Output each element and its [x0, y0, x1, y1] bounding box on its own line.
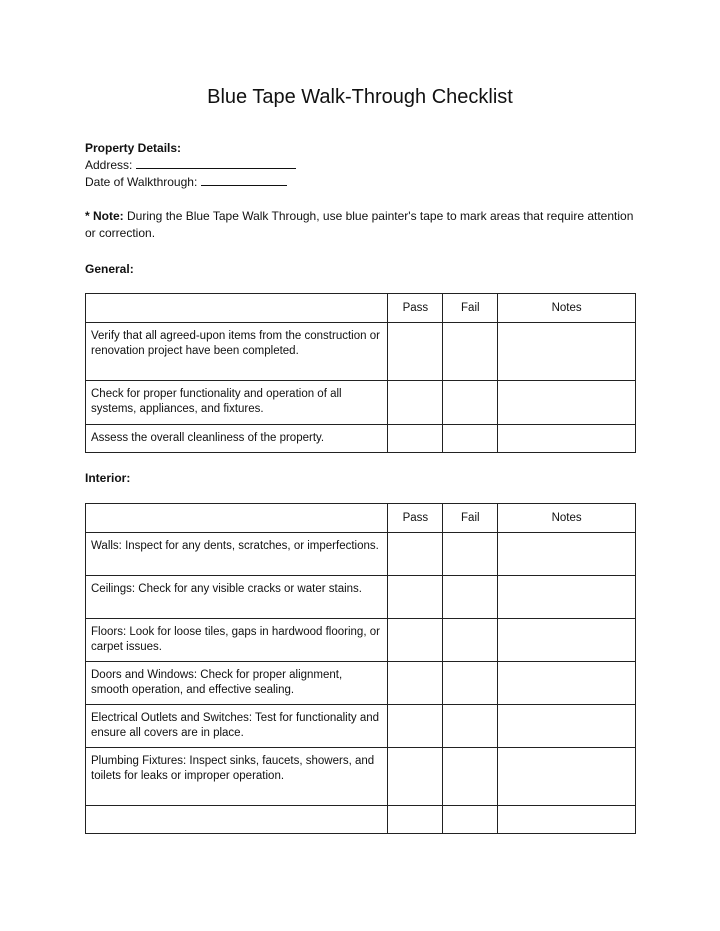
property-details-heading: Property Details: [85, 141, 182, 155]
address-field[interactable] [136, 158, 296, 169]
column-header-notes: Notes [498, 504, 636, 533]
interior-heading: Interior: [85, 471, 131, 485]
fail-cell[interactable] [443, 662, 498, 705]
fail-cell[interactable] [443, 705, 498, 748]
pass-cell[interactable] [388, 705, 443, 748]
address-label: Address: [85, 158, 133, 172]
note-paragraph [85, 208, 645, 242]
column-header-item [86, 504, 388, 533]
address-line [85, 157, 296, 174]
fail-cell[interactable] [443, 748, 498, 806]
notes-cell[interactable] [498, 662, 636, 705]
column-header-pass: Pass [388, 504, 443, 533]
item-cell: Floors: Look for loose tiles, gaps in hardwood flooring, or carpet issues. [86, 619, 388, 662]
pass-cell[interactable] [388, 748, 443, 806]
fail-cell[interactable] [443, 425, 498, 453]
notes-cell[interactable] [498, 619, 636, 662]
notes-cell[interactable] [498, 533, 636, 576]
notes-cell[interactable] [498, 576, 636, 619]
fail-cell[interactable] [443, 381, 498, 425]
table-row [86, 425, 636, 453]
table-header-row [86, 294, 636, 323]
general-checklist-table [85, 293, 636, 453]
column-header-fail: Fail [443, 504, 498, 533]
fail-cell[interactable] [443, 576, 498, 619]
table-row [86, 381, 636, 425]
interior-checklist-table [85, 503, 636, 834]
fail-cell[interactable] [443, 323, 498, 381]
notes-cell[interactable] [498, 425, 636, 453]
item-cell: Plumbing Fixtures: Inspect sinks, faucets, showers, and toilets for leaks or improper operation. [86, 748, 388, 806]
pass-cell[interactable] [388, 619, 443, 662]
table-header-row [86, 504, 636, 533]
pass-cell[interactable] [388, 533, 443, 576]
column-header-pass: Pass [388, 294, 443, 323]
table-row [86, 705, 636, 748]
date-line [85, 174, 296, 191]
table-row [86, 806, 636, 834]
pass-cell[interactable] [388, 806, 443, 834]
pass-cell[interactable] [388, 425, 443, 453]
notes-cell[interactable] [498, 323, 636, 381]
note-prefix: * Note: [85, 209, 124, 223]
item-cell: Electrical Outlets and Switches: Test for functionality and ensure all covers are in place. [86, 705, 388, 748]
fail-cell[interactable] [443, 806, 498, 834]
pass-cell[interactable] [388, 381, 443, 425]
fail-cell[interactable] [443, 533, 498, 576]
item-cell: Check for proper functionality and operation of all systems, appliances, and fixtures. [86, 381, 388, 425]
notes-cell[interactable] [498, 705, 636, 748]
notes-cell[interactable] [498, 748, 636, 806]
notes-cell[interactable] [498, 381, 636, 425]
table-row [86, 576, 636, 619]
pass-cell[interactable] [388, 662, 443, 705]
date-label: Date of Walkthrough: [85, 175, 198, 189]
table-row [86, 748, 636, 806]
column-header-notes: Notes [498, 294, 636, 323]
notes-cell[interactable] [498, 806, 636, 834]
date-field[interactable] [201, 175, 287, 186]
property-details [85, 140, 296, 191]
table-row [86, 323, 636, 381]
note-text: During the Blue Tape Walk Through, use blue painter's tape to mark areas that require attention or correction. [85, 209, 634, 240]
item-cell: Ceilings: Check for any visible cracks or water stains. [86, 576, 388, 619]
column-header-fail: Fail [443, 294, 498, 323]
item-cell: Walls: Inspect for any dents, scratches, or imperfections. [86, 533, 388, 576]
fail-cell[interactable] [443, 619, 498, 662]
item-cell: Doors and Windows: Check for proper alignment, smooth operation, and effective sealing. [86, 662, 388, 705]
page-title: Blue Tape Walk-Through Checklist [207, 86, 513, 108]
table-row [86, 662, 636, 705]
pass-cell[interactable] [388, 323, 443, 381]
pass-cell[interactable] [388, 576, 443, 619]
item-cell[interactable] [86, 806, 388, 834]
column-header-item [86, 294, 388, 323]
item-cell: Assess the overall cleanliness of the property. [86, 425, 388, 453]
general-heading: General: [85, 262, 134, 276]
item-cell: Verify that all agreed-upon items from the construction or renovation project have been completed. [86, 323, 388, 381]
table-row [86, 619, 636, 662]
table-row [86, 533, 636, 576]
